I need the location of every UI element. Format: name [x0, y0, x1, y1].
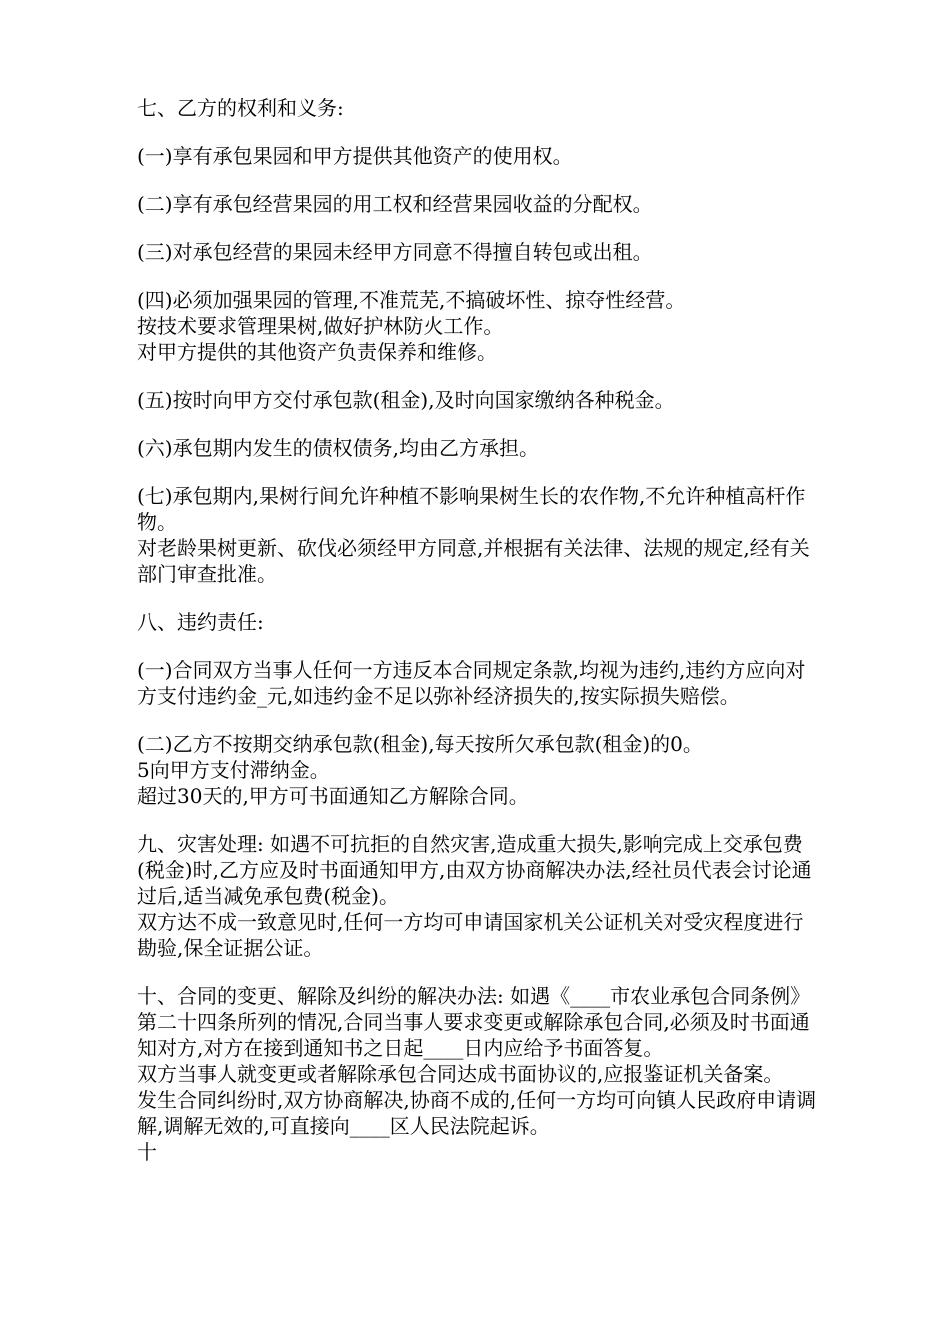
- text-line: (一)享有承包果园和甲方提供其他资产的使用权。: [137, 144, 573, 168]
- clause-7-3: [137, 239, 817, 265]
- text-line: 八、违约责任:: [137, 610, 264, 634]
- text-line: (四)必须加强果园的管理,不准荒芜,不搞破坏性、掠夺性经营。: [137, 288, 686, 312]
- text-line: 七、乙方的权利和义务:: [137, 96, 344, 120]
- clause-7-7: [137, 483, 817, 587]
- text-line: 九、灾害处理: 如遇不可抗拒的自然灾害,造成重大损失,影响完成上交承包费(税金)时,乙方应及时书面通知甲方,由双方协商解决办法,经社员代表会讨论通过后,适当减免承包费(税金)。: [137, 832, 812, 908]
- section-7-heading: [137, 95, 817, 121]
- text-line: (六)承包期内发生的债权债务,均由乙方承担。: [137, 436, 539, 460]
- text-line: 5向甲方支付滞纳金。: [137, 758, 330, 782]
- text-line: 十、合同的变更、解除及纠纷的解决办法: 如遇《____市农业承包合同条例》第二十四条所列的情况,合同当事人要求变更或解除承包合同,必须及时书面通知对方,对方在接到通知书之日起____日内应给予书面答复。: [137, 984, 811, 1060]
- text-line: (二)乙方不按期交纳承包款(租金),每天按所欠承包款(租金)的0。: [137, 732, 703, 756]
- clause-7-5: [137, 387, 817, 413]
- clause-7-1: [137, 143, 817, 169]
- section-9-disaster: [137, 831, 817, 961]
- text-line: 超过30天的,甲方可书面通知乙方解除合同。: [137, 784, 529, 808]
- clause-7-4: [137, 287, 817, 365]
- clause-7-6: [137, 435, 817, 461]
- text-line: (一)合同双方当事人任何一方违反本合同规定条款,均视为违约,违约方应向对方支付违约金_元,如违约金不足以弥补经济损失的,按实际损失赔偿。: [137, 658, 806, 708]
- text-line: 对老龄果树更新、砍伐必须经甲方同意,并根据有关法律、法规的规定,经有关部门审查批准。: [137, 536, 810, 586]
- text-line: 按技术要求管理果树,做好护林防火工作。: [137, 314, 504, 338]
- text-line: (三)对承包经营的果园未经甲方同意不得擅自转包或出租。: [137, 240, 653, 264]
- text-line: 发生合同纠纷时,双方协商解决,协商不成的,任何一方均可向镇人民政府申请调解,调解无效的,可直接向____区人民法院起诉。: [137, 1088, 817, 1138]
- text-line: 十: [137, 1140, 157, 1164]
- text-line: (七)承包期内,果树行间允许种植不影响果树生长的农作物,不允许种植高杆作物。: [137, 484, 806, 534]
- text-line: 对甲方提供的其他资产负责保养和维修。: [137, 340, 497, 364]
- text-line: 双方达不成一致意见时,任何一方均可申请国家机关公证机关对受灾程度进行勘验,保全证据公证。: [137, 910, 804, 960]
- section-10-disputes: [137, 983, 817, 1165]
- section-8-heading: [137, 609, 817, 635]
- text-line: (二)享有承包经营果园的用工权和经营果园收益的分配权。: [137, 192, 653, 216]
- text-line: 双方当事人就变更或者解除承包合同达成书面协议的,应报鉴证机关备案。: [137, 1062, 784, 1086]
- document-body: [137, 95, 817, 1187]
- clause-7-2: [137, 191, 817, 217]
- clause-8-2: [137, 731, 817, 809]
- text-line: (五)按时向甲方交付承包款(租金),及时向国家缴纳各种税金。: [137, 388, 675, 412]
- clause-8-1: [137, 657, 817, 709]
